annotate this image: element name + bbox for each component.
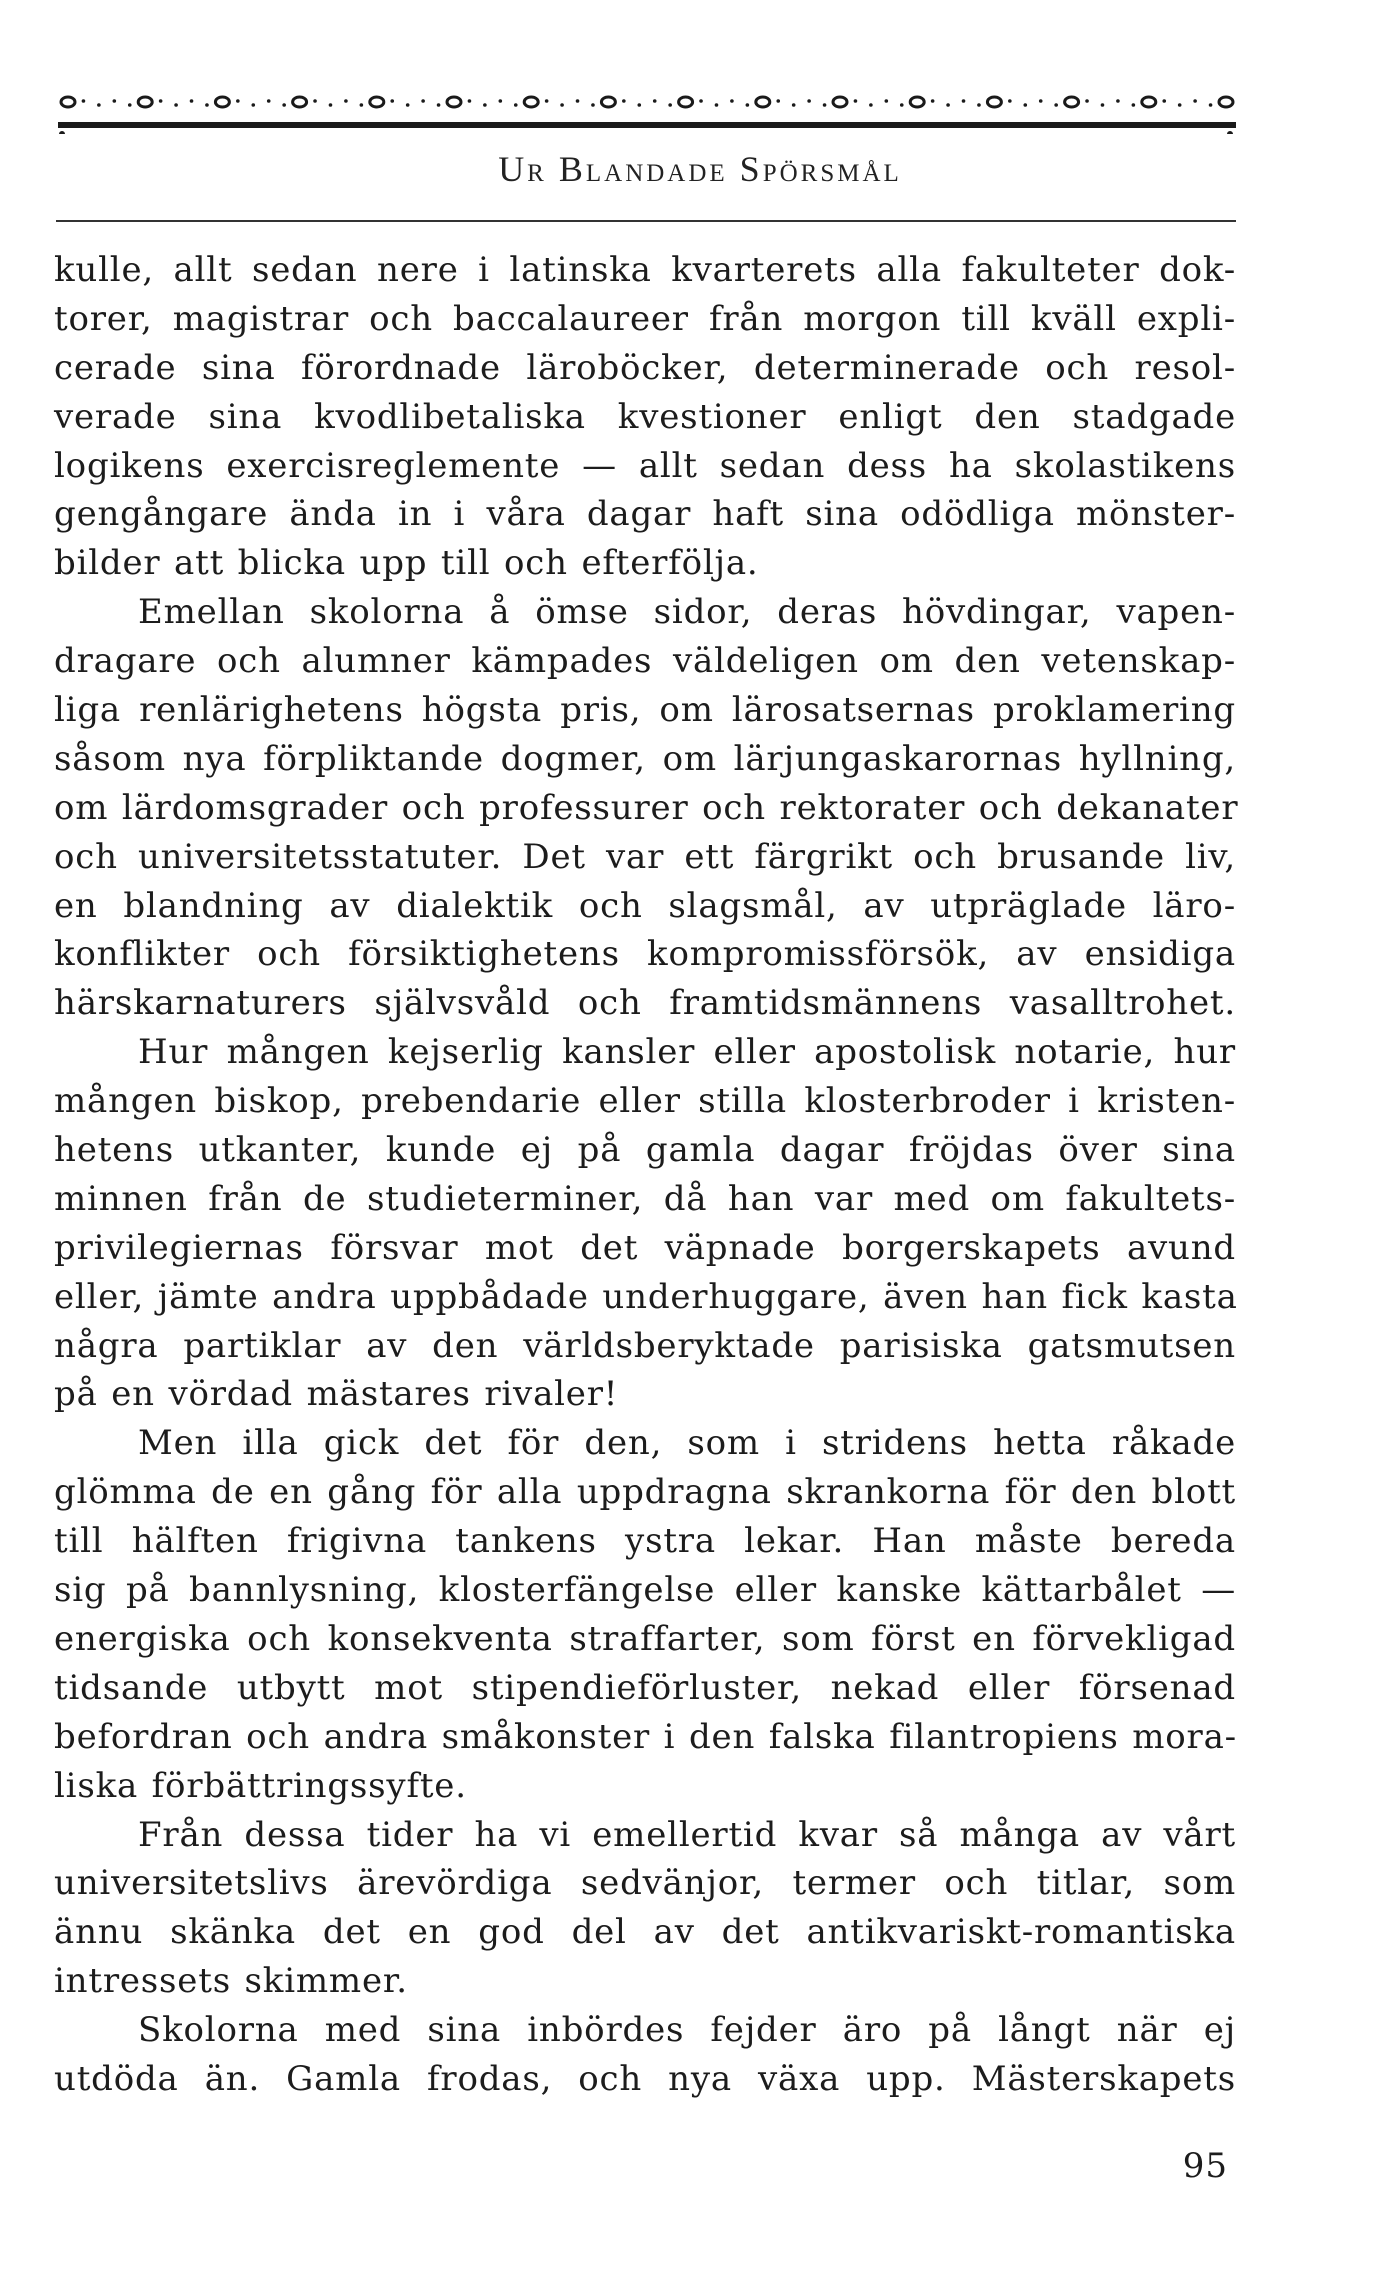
- ornament-dot: [514, 103, 518, 107]
- ornament-dot: [962, 99, 966, 103]
- ornament-dot: [1023, 103, 1027, 107]
- body-text: [54, 246, 1239, 2104]
- text-line: logikens exercisreglemente — allt sedan dess ha skolastikens: [54, 445, 1236, 486]
- ornament-dot: [437, 103, 441, 107]
- text-line: utdöda än. Gamla frodas, och nya växa upp. Mästerskapets: [54, 2058, 1236, 2099]
- ornament-dot: [282, 103, 286, 107]
- ornament-dot: [946, 103, 950, 107]
- ornament-dot: [699, 99, 703, 103]
- ornament-dot: [329, 103, 333, 107]
- header-rule: [56, 220, 1236, 222]
- ornament-ring: [370, 97, 384, 107]
- text-line: glömma de en gång för alla uppdragna skrankorna för den blott: [54, 1472, 1236, 1513]
- text-line: liga renlärighetens högsta pris, om lärosatsernas proklamering: [54, 690, 1236, 731]
- ornament-ring: [987, 97, 1001, 107]
- ornament-dot: [236, 99, 240, 103]
- ornament-dot: [1101, 103, 1105, 107]
- ornament-dot: [637, 103, 641, 107]
- text-line: härskarnaturers självsvåld och framtidsmännens vasalltrohet.: [54, 983, 1236, 1024]
- ornament-dot: [807, 99, 811, 103]
- ornament-ring: [679, 97, 693, 107]
- running-head: Ur Blandade Spörsmål: [498, 149, 902, 189]
- text-line: Men illa gick det för den, som i stridens hetta råkade: [138, 1423, 1236, 1464]
- text-line: hetens utkanter, kunde ej på gamla dagar fröjdas över sina: [54, 1130, 1236, 1171]
- ornament-dot: [869, 103, 873, 107]
- ornament-ring: [524, 97, 538, 107]
- ornament-dot: [499, 99, 503, 103]
- ornament-dot: [468, 99, 472, 103]
- text-line: befordran och andra småkonster i den falska filantropiens mora-: [54, 1716, 1237, 1757]
- ornament-dot: [159, 99, 163, 103]
- ornament-dot: [174, 103, 178, 107]
- text-line: torer, magistrar och baccalaureer från morgon till kväll expli-: [54, 298, 1236, 339]
- ornament-dot: [715, 103, 719, 107]
- ornament-dot: [313, 99, 317, 103]
- ornament-rule: [58, 122, 1236, 128]
- ornament-ring: [215, 97, 229, 107]
- ornament-ring: [138, 97, 152, 107]
- text-line: konflikter och försiktighetens kompromissförsök, av ensidiga: [54, 934, 1236, 975]
- text-line: energiska och konsekventa straffarter, som först en förvekligad: [54, 1618, 1236, 1659]
- text-line: Hur mången kejserlig kansler eller apostolisk notarie, hur: [138, 1032, 1236, 1073]
- ornament-dot: [1132, 103, 1136, 107]
- ornament-dot: [390, 99, 394, 103]
- text-line: såsom nya förpliktande dogmer, om lärjungaskarornas hyllning,: [54, 738, 1236, 779]
- text-line: eller, jämte andra uppbådade underhuggare, även han fick kasta: [54, 1276, 1238, 1317]
- ornament-ring: [910, 97, 924, 107]
- ornament-dot: [730, 99, 734, 103]
- text-line: intressets skimmer.: [54, 1961, 408, 2002]
- ornament-dot: [823, 103, 827, 107]
- ornament-dot: [113, 99, 117, 103]
- text-line: verade sina kvodlibetaliska kvestioner enligt den stadgade: [54, 396, 1236, 437]
- ornament-ring: [1219, 97, 1233, 107]
- text-line: om lärdomsgrader och professurer och rektorater och dekanater: [54, 787, 1239, 828]
- text-line: en blandning av dialektik och slagsmål, av utpräglade läro-: [54, 885, 1236, 926]
- text-line: mången biskop, prebendarie eller stilla klosterbroder i kristen-: [54, 1081, 1236, 1122]
- ornament-dot: [622, 99, 626, 103]
- text-line: gengångare ända in i våra dagar haft sina odödliga mönster-: [54, 494, 1236, 535]
- ornament-ring: [447, 97, 461, 107]
- ornament-dot: [1054, 103, 1058, 107]
- ornament-end-dot-left: [59, 131, 65, 134]
- ornament-ring: [756, 97, 770, 107]
- ornament-dot: [360, 103, 364, 107]
- ornament-dot: [1008, 99, 1012, 103]
- ornament-dot: [1209, 103, 1213, 107]
- ornament-dot: [1162, 99, 1166, 103]
- text-line: universitetslivs ärevördiga sedvänjor, termer och titlar, som: [54, 1863, 1236, 1904]
- text-line: ännu skänka det en god del av det antikvariskt-romantiska: [54, 1912, 1236, 1953]
- ornament-dot: [746, 103, 750, 107]
- ornament-ring: [601, 97, 615, 107]
- text-line: Från dessa tider ha vi emellertid kvar så många av vårt: [138, 1814, 1236, 1855]
- ornament-dot: [1178, 103, 1182, 107]
- ornament-dot: [128, 103, 132, 107]
- text-line: sig på bannlysning, klosterfängelse eller kanske kättarbålet —: [54, 1570, 1236, 1611]
- text-line: till hälften frigivna tankens ystra lekar. Han måste bereda: [54, 1521, 1236, 1562]
- ornament-dot: [1116, 99, 1120, 103]
- ornament-dot: [406, 103, 410, 107]
- ornament-dot: [1085, 99, 1089, 103]
- ornament-dot: [591, 103, 595, 107]
- ornament-dot: [653, 99, 657, 103]
- ornament-dot: [576, 99, 580, 103]
- ornament-dot: [205, 103, 209, 107]
- text-line: liska förbättringssyfte.: [54, 1765, 467, 1806]
- ornament-dot: [190, 99, 194, 103]
- ornament-dot: [668, 103, 672, 107]
- ornament-dot: [977, 103, 981, 107]
- text-line: kulle, allt sedan nere i latinska kvarterets alla fakulteter dok-: [54, 250, 1236, 290]
- text-line: Emellan skolorna å ömse sidor, deras hövdingar, vapen-: [138, 592, 1236, 633]
- ornament-dot: [267, 99, 271, 103]
- ornament-dot: [776, 99, 780, 103]
- ornament-ring: [833, 97, 847, 107]
- ornament-ring: [61, 97, 75, 107]
- ornament-dot: [1193, 99, 1197, 103]
- text-line: dragare och alumner kämpades väldeligen om den vetenskap-: [54, 641, 1236, 682]
- text-line: och universitetsstatuter. Det var ett färgrikt och brusande liv,: [54, 836, 1236, 877]
- ornament-dot: [885, 99, 889, 103]
- ornament-dot: [82, 99, 86, 103]
- ornament-ring: [293, 97, 307, 107]
- text-line: Skolorna med sina inbördes fejder äro på långt när ej: [138, 2010, 1236, 2051]
- ornament-dot: [251, 103, 255, 107]
- ornament-dot: [483, 103, 487, 107]
- text-line: privilegiernas försvar mot det väpnade borgerskapets avund: [54, 1227, 1236, 1268]
- text-line: minnen från de studieterminer, då han var med om fakultets-: [54, 1178, 1236, 1219]
- ornament-ring: [1142, 97, 1156, 107]
- text-line: bilder att blicka upp till och efterfölja.: [54, 543, 759, 584]
- ornament-end-dot-right: [1227, 131, 1233, 134]
- ornament-dot: [97, 103, 101, 107]
- ornament-dot: [1039, 99, 1043, 103]
- ornament-dot: [900, 103, 904, 107]
- ornament-dot: [560, 103, 564, 107]
- text-line: några partiklar av den världsberyktade parisiska gatsmutsen: [54, 1325, 1236, 1366]
- page-number: 95: [1182, 2146, 1228, 2186]
- ornament-dot: [931, 99, 935, 103]
- decorative-ornament-border: [58, 82, 1236, 134]
- ornament-dot: [344, 99, 348, 103]
- ornament-ring-chain: [61, 97, 1233, 107]
- ornament-dot: [545, 99, 549, 103]
- ornament-ring: [1065, 97, 1079, 107]
- text-line: cerade sina förordnade läroböcker, determinerade och resol-: [54, 347, 1236, 388]
- ornament-dot: [792, 103, 796, 107]
- ornament-dot: [421, 99, 425, 103]
- text-line: på en vördad mästares rivaler!: [54, 1374, 619, 1415]
- ornament-dot: [854, 99, 858, 103]
- text-line: tidsande utbytt mot stipendieförluster, nekad eller försenad: [54, 1667, 1236, 1708]
